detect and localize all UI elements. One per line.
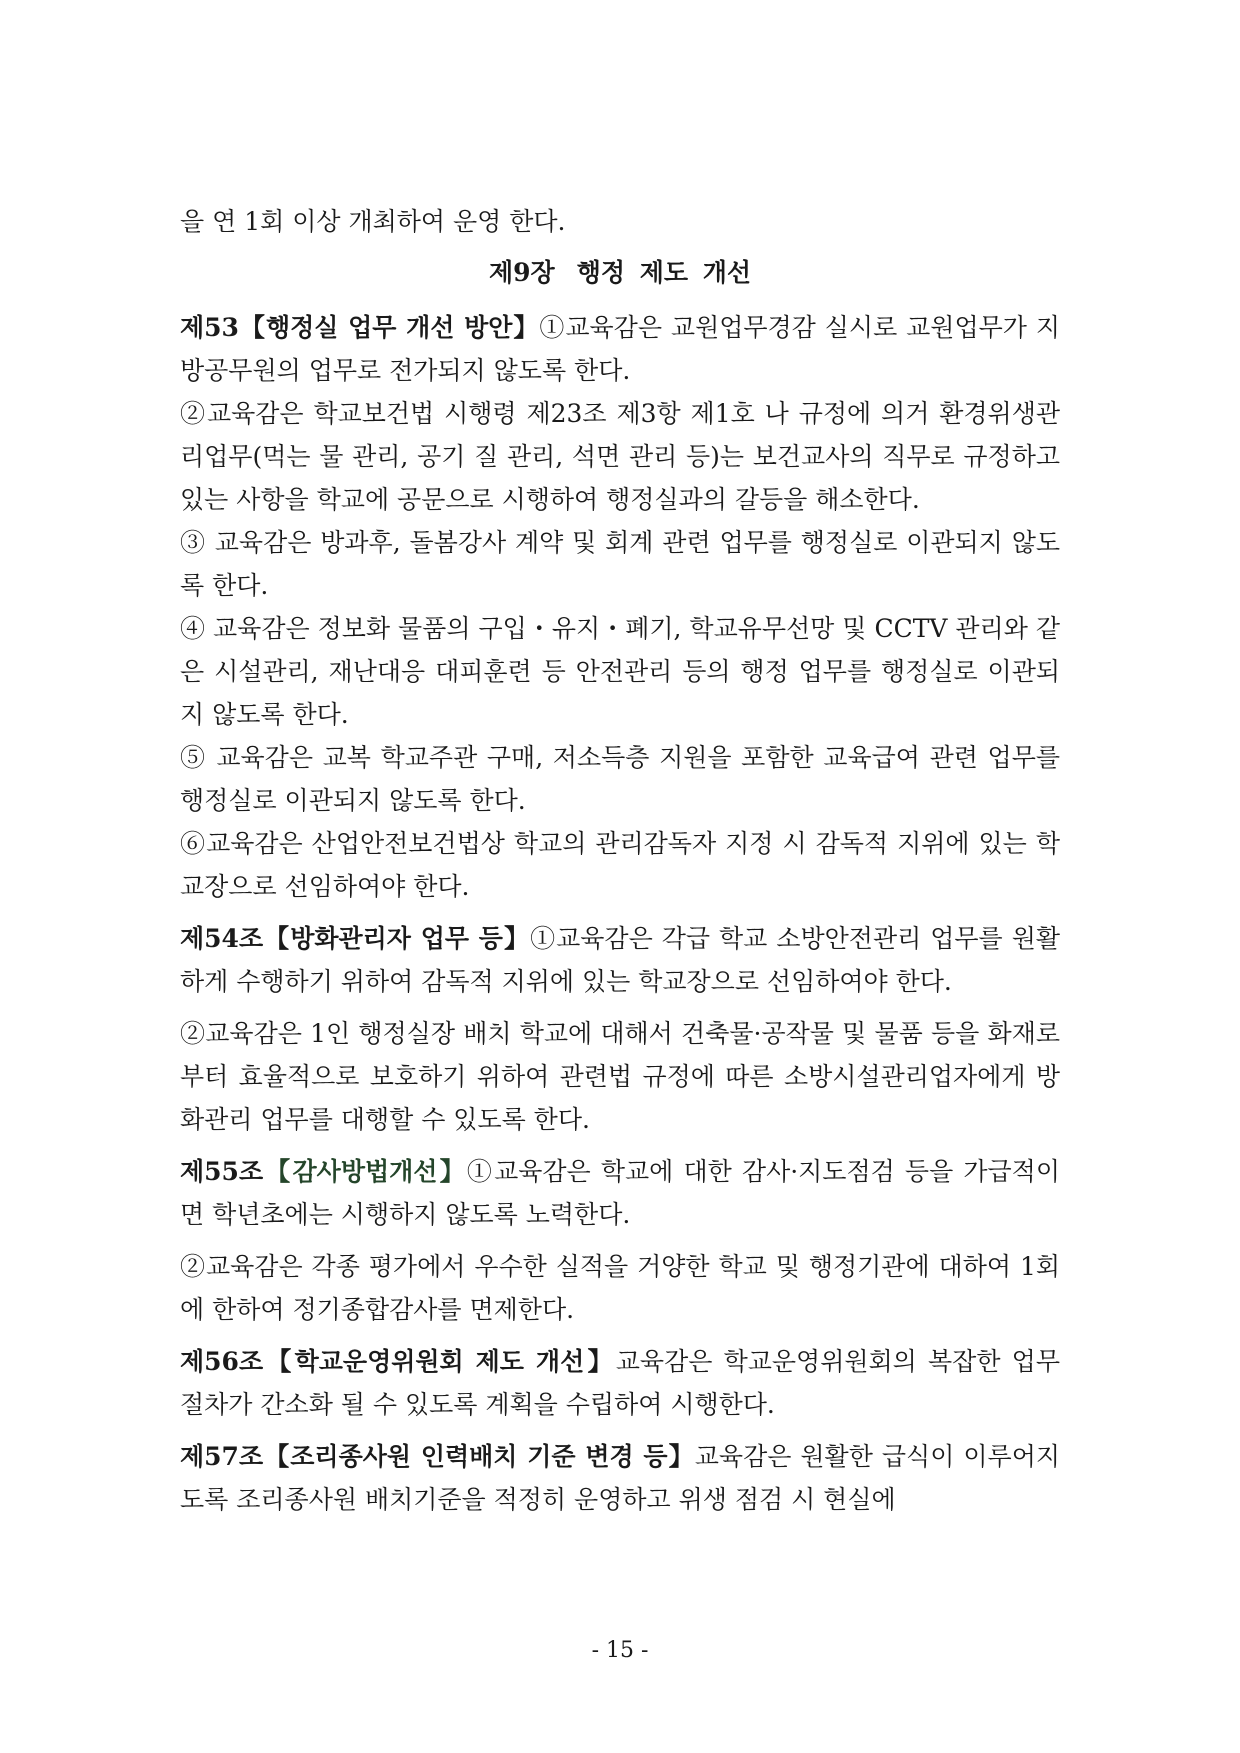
article-57-number: 제57조	[180, 1442, 264, 1471]
article-53-clause-3: ③ 교육감은 방과후, 돌봄강사 계약 및 회계 관련 업무를 행정실로 이관되지 않도록 한다.	[180, 528, 1060, 600]
document-body	[180, 200, 1060, 1521]
article-53-clause-1: ①교육감은 교원업무경감 실시로 교원업무가 지방공무원의 업무로 전가되지 않도록 한다.	[180, 313, 1061, 385]
article-56	[180, 1340, 1060, 1426]
article-53-number: 제53	[180, 313, 239, 342]
article-57-title: 【조리종사원 인력배치 기준 변경 등】	[263, 1442, 695, 1471]
article-53	[180, 306, 1060, 392]
article-53-clause-2: ②교육감은 학교보건법 시행령 제23조 제3항 제1호 나 규정에 의거 환경위생관리업무(먹는 물 관리, 공기 질 관리, 석면 관리 등)는 보건교사의 직무로 규정하고 있는 사항을 학교에 공문으로 시행하여 행정실과의 갈등을 해소한다.	[180, 399, 1060, 514]
article-54-number: 제54조	[180, 924, 264, 953]
article-54-clause-2: ②교육감은 1인 행정실장 배치 학교에 대해서 건축물·공작물 및 물품 등을 화재로부터 효율적으로 보호하기 위하여 관련법 규정에 따른 소방시설관리업자에게 방화관리 업무를 대행할 수 있도록 한다.	[180, 1019, 1060, 1134]
article-54-clause-1: ①교육감은 각급 학교 소방안전관리 업무를 원활하게 수행하기 위하여 감독적 지위에 있는 학교장으로 선임하여야 한다.	[180, 924, 1060, 996]
article-56-number: 제56조	[180, 1347, 264, 1376]
article-53-clause-4: ④ 교육감은 정보화 물품의 구입・유지・폐기, 학교유무선망 및 CCTV 관리와 같은 시설관리, 재난대응 대피훈련 등 안전관리 등의 행정 업무를 행정실로 이관되지 않도록 한다.	[180, 614, 1060, 729]
article-56-clause-1: 교육감은 학교운영위원회의 복잡한 업무 절차가 간소화 될 수 있도록 계획을 수립하여 시행한다.	[180, 1347, 1060, 1419]
article-56-title: 【학교운영위원회 제도 개선】	[263, 1347, 616, 1376]
page-number: - 15 -	[591, 1638, 649, 1663]
chapter-number: 제9장	[488, 258, 555, 287]
article-53-clause-6: ⑥교육감은 산업안전보건법상 학교의 관리감독자 지정 시 감독적 지위에 있는 학교장으로 선임하여야 한다.	[180, 829, 1060, 901]
intro-line: 을 연 1회 이상 개최하여 운영 한다.	[180, 207, 566, 236]
article-53-title: 【행정실 업무 개선 방안】	[238, 313, 540, 342]
article-55	[180, 1150, 1060, 1236]
chapter-heading	[180, 251, 1060, 294]
article-57-clause-1: 교육감은 원활한 급식이 이루어지도록 조리종사원 배치기준을 적정히 운영하고 위생 점검 시 현실에	[180, 1442, 1060, 1514]
article-54	[180, 917, 1060, 1003]
article-57	[180, 1435, 1060, 1521]
article-55-title: 【감사방법개선】	[263, 1157, 467, 1186]
article-55-clause-2: ②교육감은 각종 평가에서 우수한 실적을 거양한 학교 및 행정기관에 대하여 1회에 한하여 정기종합감사를 면제한다.	[180, 1252, 1060, 1324]
article-55-number: 제55조	[180, 1157, 264, 1186]
article-55-clause-1: ①교육감은 학교에 대한 감사·지도점검 등을 가급적이면 학년초에는 시행하지 않도록 노력한다.	[180, 1157, 1060, 1229]
article-53-clause-5: ⑤ 교육감은 교복 학교주관 구매, 저소득층 지원을 포함한 교육급여 관련 업무를 행정실로 이관되지 않도록 한다.	[180, 743, 1060, 815]
article-54-title: 【방화관리자 업무 등】	[263, 924, 531, 953]
chapter-title: 행정 제도 개선	[576, 258, 751, 287]
